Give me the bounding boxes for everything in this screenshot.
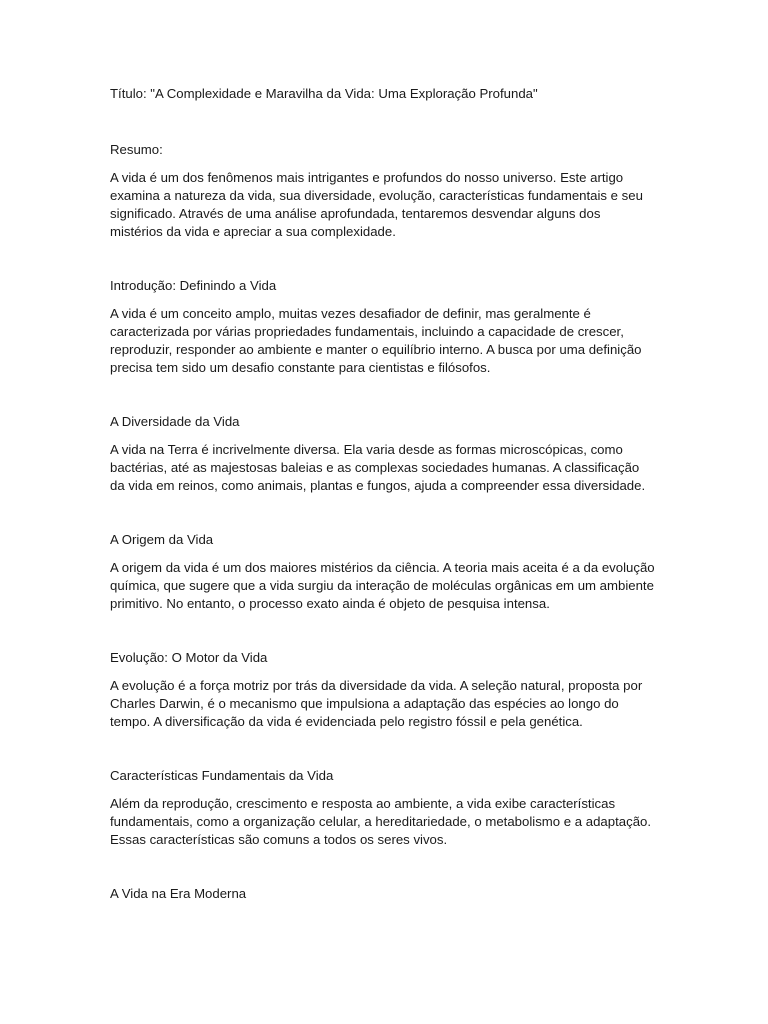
document-title: Título: "A Complexidade e Maravilha da Vida: Uma Exploração Profunda"	[110, 86, 538, 101]
section-origem	[110, 531, 655, 613]
section-heading: Introdução: Definindo a Vida	[110, 278, 277, 293]
section-paragraph: A vida é um dos fenômenos mais intrigantes e profundos do nosso universo. Este artigo examina a natureza da vida, sua diversidade, evolução, características fundamentais e seu significado. Através de uma análise aprofundada, tentaremos desvendar alguns dos mistérios da vida e apreciar a sua complexidade.	[110, 170, 643, 239]
section-heading: Resumo:	[110, 142, 163, 157]
section-paragraph: A vida é um conceito amplo, muitas vezes desafiador de definir, mas geralmente é caracterizada por várias propriedades fundamentais, incluindo a capacidade de crescer, reproduzir, responder ao ambiente e manter o equilíbrio interno. A busca por uma definição precisa tem sido um desafio constante para cientistas e filósofos.	[110, 306, 642, 375]
section-evolucao	[110, 649, 655, 731]
section-heading: A Diversidade da Vida	[110, 414, 240, 429]
document-page	[110, 85, 655, 939]
section-introducao	[110, 277, 655, 377]
section-heading: A Origem da Vida	[110, 532, 214, 547]
section-paragraph: Além da reprodução, crescimento e resposta ao ambiente, a vida exibe características fundamentais, como a organização celular, a hereditariedade, o metabolismo e a adaptação. Essas características são comuns a todos os seres vivos.	[110, 796, 652, 847]
section-resumo	[110, 141, 655, 241]
section-paragraph: A evolução é a força motriz por trás da diversidade da vida. A seleção natural, proposta por Charles Darwin, é o mecanismo que impulsiona a adaptação das espécies ao longo do tempo. A diversificação da vida é evidenciada pelo registro fóssil e pela genética.	[110, 678, 643, 729]
section-heading: Evolução: O Motor da Vida	[110, 650, 268, 665]
section-heading: A Vida na Era Moderna	[110, 886, 247, 901]
section-heading: Características Fundamentais da Vida	[110, 768, 334, 783]
section-diversidade	[110, 413, 655, 495]
section-paragraph: A origem da vida é um dos maiores mistérios da ciência. A teoria mais aceita é a da evolução química, que sugere que a vida surgiu da interação de moléculas orgânicas em um ambiente primitivo. No entanto, o processo exato ainda é objeto de pesquisa intensa.	[110, 560, 655, 611]
section-paragraph: A vida na Terra é incrivelmente diversa. Ela varia desde as formas microscópicas, como bactérias, até as majestosas baleias e as complexas sociedades humanas. A classificação da vida em reinos, como animais, plantas e fungos, ajuda a compreender essa diversidade.	[110, 442, 646, 493]
section-era-moderna	[110, 885, 655, 903]
section-caracteristicas	[110, 767, 655, 849]
